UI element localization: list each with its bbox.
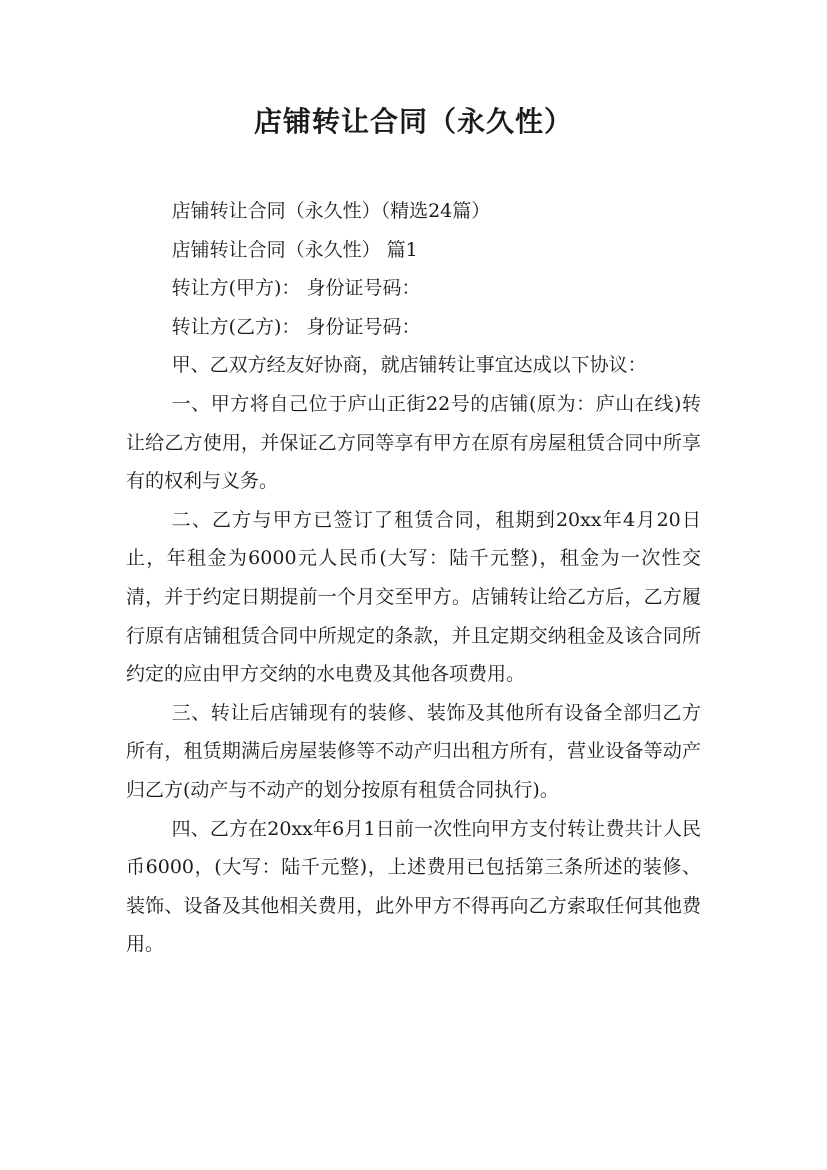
paragraph-agreement-intro: 甲、乙双方经友好协商，就店铺转让事宜达成以下协议： [171, 354, 647, 377]
paragraph-clause-2: 二、乙方与甲方已签订了租赁合同，租期到20xx年4月20日止，年租金为6000元人民币(大写：陆千元整)，租金为一次性交清，并于约定日期提前一个月交至甲方。店铺转让给乙方后，乙方履行原有店铺租赁合同中所规定的条款，并且定期交纳租金及该合同所约定的应由甲方交纳的水电费及其他各项费用。 [126, 508, 701, 686]
document-body [126, 192, 701, 964]
document-title: 店铺转让合同（永久性） [253, 105, 573, 138]
paragraph-clause-3: 三、转让后店铺现有的装修、装饰及其他所有设备全部归乙方所有，租赁期满后房屋装修等不动产归出租方所有，营业设备等动产归乙方(动产与不动产的划分按原有租赁合同执行)。 [126, 701, 701, 801]
paragraph-clause-1: 一、甲方将自己位于庐山正街22号的店铺(原为：庐山在线)转让给乙方使用，并保证乙方同等享有甲方在原有房屋租赁合同中所享有的权利与义务。 [126, 392, 701, 493]
paragraph-subtitle: 店铺转让合同（永久性）（精选24篇） [171, 200, 491, 222]
paragraph-party-b: 转让方(乙方)： 身份证号码： [171, 315, 421, 338]
paragraph-section-heading: 店铺转让合同（永久性） 篇1 [171, 238, 418, 261]
paragraph-clause-4: 四、乙方在20xx年6月1日前一次性向甲方支付转让费共计人民币6000，(大写：陆千元整)，上述费用已包括第三条所述的装修、装饰、设备及其他相关费用，此外甲方不得再向乙方索取任何其他费用。 [126, 817, 701, 956]
paragraph-party-a: 转让方(甲方)： 身份证号码： [171, 277, 421, 300]
